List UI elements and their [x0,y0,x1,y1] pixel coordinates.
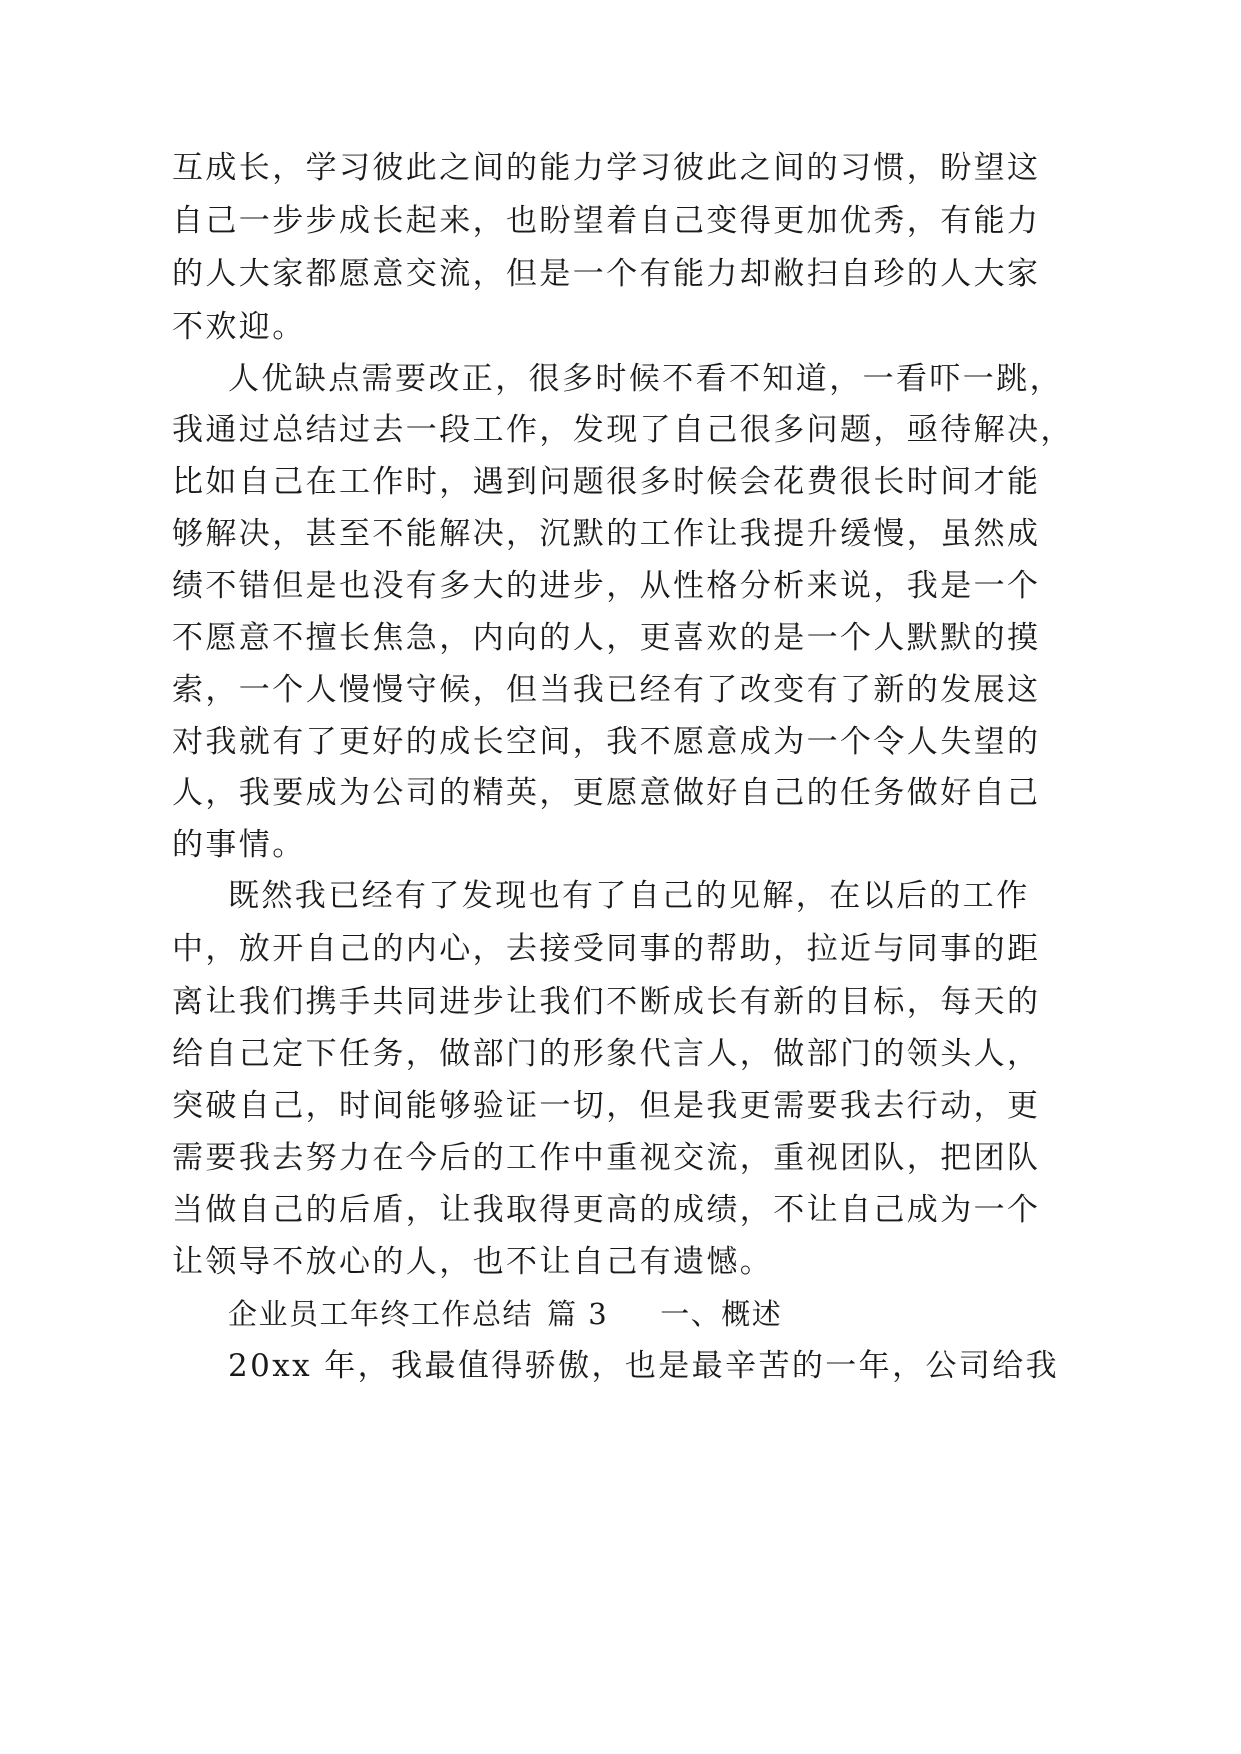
final-paragraph-line-1: 20xx 年，我最值得骄傲，也是最辛苦的一年，公司给我 [228,1348,1060,1384]
paragraph-2-line-2: 我通过总结过去一段工作，发现了自己很多问题，亟待解决， [172,412,1074,448]
section-subtitle: 一、概述 [660,1297,783,1331]
paragraph-2-line-4: 够解决，甚至不能解决，沉默的工作让我提升缓慢，虽然成 [172,516,1041,552]
paragraph-2-line-1: 人优缺点需要改正，很多时候不看不知道，一看吓一跳， [228,361,1063,397]
paragraph-3-line-5: 突破自己，时间能够验证一切，但是我更需要我去行动，更 [172,1088,1041,1124]
paragraph-2-line-5: 绩不错但是也没有多大的进步，从性格分析来说，我是一个 [172,568,1041,604]
paragraph-3-line-4: 给自己定下任务，做部门的形象代言人，做部门的领头人， [172,1036,1041,1072]
paragraph-3-line-3: 离让我们携手共同进步让我们不断成长有新的目标，每天的 [172,984,1041,1020]
paragraph-3-line-2: 中，放开自己的内心，去接受同事的帮助，拉近与同事的距 [172,931,1041,967]
paragraph-2-line-8: 对我就有了更好的成长空间，我不愿意成为一个令人失望的 [172,724,1041,760]
paragraph-1-line-3: 的人大家都愿意交流，但是一个有能力却敝扫自珍的人大家 [172,256,1041,292]
paragraph-3-line-1: 既然我已经有了发现也有了自己的见解，在以后的工作 [228,878,1030,914]
paragraph-3-line-7: 当做自己的后盾，让我取得更高的成绩，不让自己成为一个 [172,1192,1041,1228]
section-heading [228,1294,782,1334]
paragraph-1-line-4: 不欢迎。 [172,309,306,345]
paragraph-3-line-6: 需要我去努力在今后的工作中重视交流，重视团队，把团队 [172,1140,1041,1176]
paragraph-1-line-1: 互成长，学习彼此之间的能力学习彼此之间的习惯，盼望这 [172,150,1041,186]
paragraph-2-line-9: 人，我要成为公司的精英，更愿意做好自己的任务做好自己 [172,775,1041,811]
paragraph-2-line-3: 比如自己在工作时，遇到问题很多时候会花费很长时间才能 [172,464,1041,500]
paragraph-2-line-10: 的事情。 [172,827,306,863]
paragraph-1-line-2: 自己一步步成长起来，也盼望着自己变得更加优秀，有能力 [172,203,1041,239]
paragraph-2-line-7: 索，一个人慢慢守候，但当我已经有了改变有了新的发展这 [172,672,1041,708]
paragraph-3-line-8: 让领导不放心的人，也不让自己有遗憾。 [172,1244,774,1280]
section-part: 篇 3 [547,1297,609,1331]
paragraph-2-line-6: 不愿意不擅长焦急，内向的人，更喜欢的是一个人默默的摸 [172,620,1041,656]
section-title: 企业员工年终工作总结 [228,1297,534,1331]
